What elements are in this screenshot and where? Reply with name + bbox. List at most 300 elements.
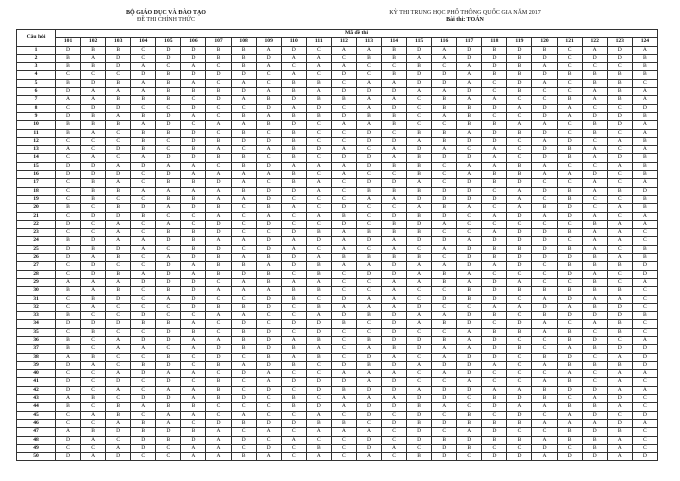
answer-cell: D xyxy=(206,96,231,104)
answer-cell: C xyxy=(206,403,231,411)
answer-cell: A xyxy=(156,411,181,419)
answer-cell: D xyxy=(256,295,281,303)
answer-cell: C xyxy=(331,54,356,62)
answer-cell: A xyxy=(256,46,281,54)
answer-cell: D xyxy=(56,386,81,394)
answer-cell: D xyxy=(607,303,632,311)
answer-cell: D xyxy=(382,403,407,411)
answer-cell: A xyxy=(206,336,231,344)
answer-cell: C xyxy=(382,428,407,436)
answer-cell: B xyxy=(582,303,607,311)
question-number: 44 xyxy=(17,403,56,411)
answer-cell: D xyxy=(432,395,457,403)
question-number: 38 xyxy=(17,353,56,361)
question-number: 28 xyxy=(17,270,56,278)
answer-cell: C xyxy=(206,129,231,137)
answer-cell: D xyxy=(356,154,381,162)
answer-cell: B xyxy=(607,328,632,336)
answer-cell: B xyxy=(281,345,306,353)
answer-cell: B xyxy=(81,353,106,361)
answer-cell: A xyxy=(356,378,381,386)
answer-cell: C xyxy=(482,411,507,419)
answer-cell: C xyxy=(457,212,482,220)
question-number: 31 xyxy=(17,295,56,303)
answer-cell: C xyxy=(407,287,432,295)
answer-cell: A xyxy=(206,171,231,179)
answer-cell: C xyxy=(56,212,81,220)
question-number: 42 xyxy=(17,386,56,394)
answer-cell: B xyxy=(131,137,156,145)
answer-cell: C xyxy=(457,146,482,154)
answer-cell: B xyxy=(507,171,532,179)
answer-cell: A xyxy=(206,212,231,220)
answer-cell: B xyxy=(231,336,256,344)
answer-cell: C xyxy=(382,204,407,212)
table-row xyxy=(17,262,658,270)
answer-cell: C xyxy=(56,154,81,162)
answer-cell: A xyxy=(557,370,582,378)
answer-cell: D xyxy=(181,137,206,145)
answer-cell: A xyxy=(356,295,381,303)
answer-cell: A xyxy=(457,96,482,104)
answer-cell: C xyxy=(156,444,181,452)
answer-cell: B xyxy=(532,386,557,394)
answer-cell: C xyxy=(281,212,306,220)
answer-cell: B xyxy=(407,403,432,411)
answer-cell: D xyxy=(532,54,557,62)
answer-cell: B xyxy=(607,96,632,104)
answer-cell: A xyxy=(106,220,131,228)
answer-cell: C xyxy=(156,312,181,320)
answer-cell: D xyxy=(256,386,281,394)
question-number: 48 xyxy=(17,436,56,444)
answer-cell: A xyxy=(181,112,206,120)
answer-cell: A xyxy=(306,179,331,187)
answer-cell: A xyxy=(632,278,657,286)
answer-cell: C xyxy=(256,79,281,87)
answer-cell: B xyxy=(607,187,632,195)
answer-cell: D xyxy=(457,137,482,145)
answer-cell: B xyxy=(256,96,281,104)
answer-cell: D xyxy=(557,137,582,145)
answer-cell: A xyxy=(331,370,356,378)
answer-cell: B xyxy=(231,262,256,270)
answer-cell: A xyxy=(331,245,356,253)
answer-cell: A xyxy=(532,328,557,336)
answer-cell: C xyxy=(56,179,81,187)
answer-cell: C xyxy=(532,278,557,286)
answer-cell: D xyxy=(457,245,482,253)
answer-cell: A xyxy=(432,112,457,120)
answer-cell: D xyxy=(507,237,532,245)
answer-cell: D xyxy=(331,88,356,96)
answer-cell: D xyxy=(231,395,256,403)
answer-cell: C xyxy=(81,378,106,386)
answer-cell: B xyxy=(407,129,432,137)
answer-cell: A xyxy=(181,370,206,378)
answer-cell: D xyxy=(457,195,482,203)
answer-cell: A xyxy=(181,345,206,353)
official-exam-label: ĐỀ THI CHÍNH THỨC xyxy=(137,17,195,23)
answer-cell: B xyxy=(382,345,407,353)
table-row xyxy=(17,229,658,237)
answer-cell: C xyxy=(281,63,306,71)
answer-cell: D xyxy=(482,287,507,295)
answer-cell: B xyxy=(507,345,532,353)
answer-cell: B xyxy=(407,187,432,195)
answer-cell: C xyxy=(256,320,281,328)
answer-cell: A xyxy=(306,54,331,62)
answer-cell: B xyxy=(482,395,507,403)
answer-cell: D xyxy=(56,162,81,170)
answer-cell: D xyxy=(607,121,632,129)
answer-cell: A xyxy=(532,361,557,369)
answer-cell: A xyxy=(607,453,632,461)
answer-cell: C xyxy=(281,386,306,394)
answer-cell: B xyxy=(432,129,457,137)
answer-cell: D xyxy=(156,270,181,278)
answer-cell: B xyxy=(607,88,632,96)
answer-cell: D xyxy=(482,428,507,436)
answer-cell: C xyxy=(256,154,281,162)
answer-cell: D xyxy=(507,262,532,270)
answer-cell: B xyxy=(557,336,582,344)
answer-cell: C xyxy=(482,204,507,212)
answer-cell: A xyxy=(81,54,106,62)
answer-cell: A xyxy=(432,403,457,411)
answer-cell: D xyxy=(457,54,482,62)
answer-cell: D xyxy=(156,46,181,54)
answer-key-table xyxy=(16,29,658,461)
answer-cell: D xyxy=(532,254,557,262)
answer-cell: B xyxy=(382,254,407,262)
answer-cell: B xyxy=(106,204,131,212)
answer-cell: A xyxy=(156,419,181,427)
answer-cell: C xyxy=(582,137,607,145)
answer-cell: B xyxy=(582,361,607,369)
answer-cell: D xyxy=(306,320,331,328)
answer-cell: A xyxy=(256,453,281,461)
answer-cell: A xyxy=(156,386,181,394)
answer-cell: D xyxy=(356,237,381,245)
answer-cell: C xyxy=(482,220,507,228)
answer-cell: C xyxy=(507,428,532,436)
exam-code-header: Mã đề thi xyxy=(56,30,658,38)
answer-cell: B xyxy=(206,88,231,96)
answer-cell: B xyxy=(156,79,181,87)
answer-cell: C xyxy=(81,403,106,411)
answer-cell: A xyxy=(382,79,407,87)
answer-cell: A xyxy=(356,104,381,112)
answer-cell: A xyxy=(331,237,356,245)
answer-cell: C xyxy=(306,195,331,203)
exam-code-cell: 116 xyxy=(432,38,457,46)
answer-cell: C xyxy=(356,212,381,220)
answer-cell: D xyxy=(306,386,331,394)
answer-cell: D xyxy=(482,453,507,461)
answer-cell: A xyxy=(181,270,206,278)
answer-cell: A xyxy=(106,370,131,378)
answer-cell: C xyxy=(532,96,557,104)
answer-cell: D xyxy=(432,453,457,461)
answer-cell: D xyxy=(482,278,507,286)
answer-cell: C xyxy=(181,361,206,369)
answer-cell: D xyxy=(131,436,156,444)
answer-cell: A xyxy=(607,403,632,411)
answer-cell: D xyxy=(81,79,106,87)
answer-cell: D xyxy=(131,312,156,320)
answer-cell: D xyxy=(532,154,557,162)
answer-cell: A xyxy=(181,162,206,170)
answer-cell: B xyxy=(582,278,607,286)
exam-code-cell: 107 xyxy=(206,38,231,46)
answer-cell: C xyxy=(482,88,507,96)
answer-cell: D xyxy=(457,353,482,361)
table-row xyxy=(17,403,658,411)
answer-cell: C xyxy=(131,46,156,54)
exam-title: KỲ THI TRUNG HỌC PHỔ THÔNG QUỐC GIA NĂM 2017 xyxy=(389,10,541,16)
answer-cell: A xyxy=(281,162,306,170)
answer-cell: A xyxy=(131,270,156,278)
answer-cell: C xyxy=(407,245,432,253)
answer-cell: A xyxy=(457,345,482,353)
answer-cell: D xyxy=(231,370,256,378)
answer-cell: D xyxy=(532,146,557,154)
question-number: 4 xyxy=(17,71,56,79)
answer-cell: D xyxy=(106,320,131,328)
answer-cell: A xyxy=(607,229,632,237)
answer-cell: A xyxy=(56,96,81,104)
answer-cell: B xyxy=(106,270,131,278)
answer-cell: C xyxy=(256,229,281,237)
question-number: 21 xyxy=(17,212,56,220)
answer-cell: B xyxy=(632,137,657,145)
answer-cell: C xyxy=(206,63,231,71)
answer-cell: B xyxy=(482,179,507,187)
answer-cell: C xyxy=(131,229,156,237)
answer-cell: A xyxy=(331,162,356,170)
answer-cell: D xyxy=(306,328,331,336)
answer-cell: D xyxy=(582,112,607,120)
answer-cell: B xyxy=(356,254,381,262)
question-number: 12 xyxy=(17,137,56,145)
answer-cell: B xyxy=(532,312,557,320)
answer-cell: D xyxy=(131,71,156,79)
answer-cell: B xyxy=(281,395,306,403)
answer-cell: C xyxy=(256,395,281,403)
answer-cell: C xyxy=(432,162,457,170)
table-row xyxy=(17,71,658,79)
answer-cell: A xyxy=(457,278,482,286)
answer-cell: A xyxy=(607,353,632,361)
answer-cell: A xyxy=(106,345,131,353)
answer-cell: B xyxy=(131,419,156,427)
answer-cell: D xyxy=(306,237,331,245)
answer-cell: C xyxy=(281,444,306,452)
answer-cell: B xyxy=(56,237,81,245)
answer-cell: B xyxy=(632,154,657,162)
answer-cell: D xyxy=(281,46,306,54)
answer-cell: D xyxy=(382,88,407,96)
table-row xyxy=(17,453,658,461)
table-row xyxy=(17,204,658,212)
answer-cell: A xyxy=(507,121,532,129)
answer-cell: A xyxy=(382,444,407,452)
answer-cell: C xyxy=(356,146,381,154)
answer-cell: C xyxy=(206,411,231,419)
answer-cell: A xyxy=(507,104,532,112)
question-number: 50 xyxy=(17,453,56,461)
answer-cell: D xyxy=(181,104,206,112)
answer-cell: C xyxy=(56,229,81,237)
answer-cell: B xyxy=(281,129,306,137)
answer-cell: D xyxy=(356,162,381,170)
answer-cell: A xyxy=(607,204,632,212)
answer-cell: A xyxy=(281,353,306,361)
answer-cell: D xyxy=(56,46,81,54)
answer-cell: A xyxy=(156,204,181,212)
answer-cell: C xyxy=(507,270,532,278)
question-number: 30 xyxy=(17,287,56,295)
answer-cell: B xyxy=(407,453,432,461)
answer-cell: A xyxy=(457,378,482,386)
answer-cell: C xyxy=(131,411,156,419)
answer-cell: A xyxy=(281,245,306,253)
answer-cell: A xyxy=(632,146,657,154)
answer-cell: A xyxy=(582,419,607,427)
answer-cell: C xyxy=(256,71,281,79)
answer-cell: A xyxy=(81,303,106,311)
answer-cell: D xyxy=(131,370,156,378)
answer-cell: C xyxy=(356,220,381,228)
answer-cell: D xyxy=(607,54,632,62)
answer-cell: B xyxy=(206,46,231,54)
answer-cell: C xyxy=(306,171,331,179)
answer-cell: B xyxy=(382,229,407,237)
answer-cell: B xyxy=(331,419,356,427)
answer-cell: C xyxy=(407,370,432,378)
answer-cell: D xyxy=(56,320,81,328)
answer-cell: B xyxy=(356,112,381,120)
answer-cell: B xyxy=(457,287,482,295)
answer-cell: D xyxy=(582,171,607,179)
answer-cell: D xyxy=(482,54,507,62)
answer-cell: B xyxy=(56,204,81,212)
table-row xyxy=(17,46,658,54)
answer-cell: D xyxy=(382,104,407,112)
answer-cell: B xyxy=(131,361,156,369)
answer-cell: B xyxy=(206,386,231,394)
answer-cell: B xyxy=(156,71,181,79)
answer-cell: B xyxy=(206,270,231,278)
answer-cell: A xyxy=(632,386,657,394)
answer-cell: A xyxy=(331,146,356,154)
answer-cell: C xyxy=(432,229,457,237)
answer-cell: A xyxy=(432,220,457,228)
answer-cell: C xyxy=(607,336,632,344)
answer-cell: A xyxy=(206,453,231,461)
answer-cell: B xyxy=(331,320,356,328)
answer-cell: A xyxy=(181,386,206,394)
answer-cell: B xyxy=(156,88,181,96)
answer-cell: C xyxy=(281,220,306,228)
answer-cell: A xyxy=(256,171,281,179)
answer-cell: B xyxy=(156,96,181,104)
answer-cell: B xyxy=(131,112,156,120)
question-number: 26 xyxy=(17,254,56,262)
answer-cell: C xyxy=(632,444,657,452)
answer-cell: A xyxy=(231,254,256,262)
answer-cell: D xyxy=(156,336,181,344)
answer-cell: C xyxy=(331,129,356,137)
answer-cell: B xyxy=(607,287,632,295)
answer-cell: B xyxy=(432,137,457,145)
answer-cell: A xyxy=(382,353,407,361)
answer-cell: B xyxy=(407,171,432,179)
answer-cell: B xyxy=(457,121,482,129)
answer-cell: A xyxy=(231,411,256,419)
answer-cell: A xyxy=(231,171,256,179)
answer-cell: D xyxy=(281,96,306,104)
answer-cell: C xyxy=(482,112,507,120)
answer-cell: B xyxy=(106,254,131,262)
answer-cell: A xyxy=(356,121,381,129)
answer-cell: A xyxy=(382,195,407,203)
answer-cell: D xyxy=(256,361,281,369)
answer-cell: A xyxy=(407,320,432,328)
answer-cell: D xyxy=(81,104,106,112)
answer-cell: D xyxy=(507,79,532,87)
answer-cell: A xyxy=(281,278,306,286)
answer-cell: A xyxy=(507,278,532,286)
answer-cell: B xyxy=(482,121,507,129)
answer-cell: B xyxy=(181,428,206,436)
answer-cell: A xyxy=(557,303,582,311)
table-row xyxy=(17,370,658,378)
answer-cell: B xyxy=(507,71,532,79)
answer-cell: B xyxy=(331,212,356,220)
answer-cell: A xyxy=(331,46,356,54)
answer-cell: D xyxy=(607,312,632,320)
answer-cell: B xyxy=(306,79,331,87)
table-row xyxy=(17,104,658,112)
answer-cell: C xyxy=(331,287,356,295)
answer-cell: A xyxy=(331,303,356,311)
answer-cell: D xyxy=(382,137,407,145)
answer-cell: B xyxy=(482,245,507,253)
answer-cell: B xyxy=(231,63,256,71)
answer-cell: D xyxy=(156,237,181,245)
answer-cell: B xyxy=(56,63,81,71)
answer-cell: A xyxy=(256,112,281,120)
answer-cell: C xyxy=(482,378,507,386)
answer-cell: C xyxy=(281,312,306,320)
answer-cell: B xyxy=(432,270,457,278)
answer-cell: C xyxy=(231,353,256,361)
answer-cell: B xyxy=(306,336,331,344)
answer-cell: C xyxy=(106,312,131,320)
answer-cell: C xyxy=(331,345,356,353)
answer-cell: D xyxy=(407,436,432,444)
answer-cell: D xyxy=(382,386,407,394)
answer-cell: B xyxy=(56,312,81,320)
answer-cell: A xyxy=(131,187,156,195)
answer-cell: A xyxy=(281,104,306,112)
answer-cell: D xyxy=(256,104,281,112)
answer-cell: C xyxy=(507,378,532,386)
answer-cell: C xyxy=(231,204,256,212)
table-row xyxy=(17,320,658,328)
